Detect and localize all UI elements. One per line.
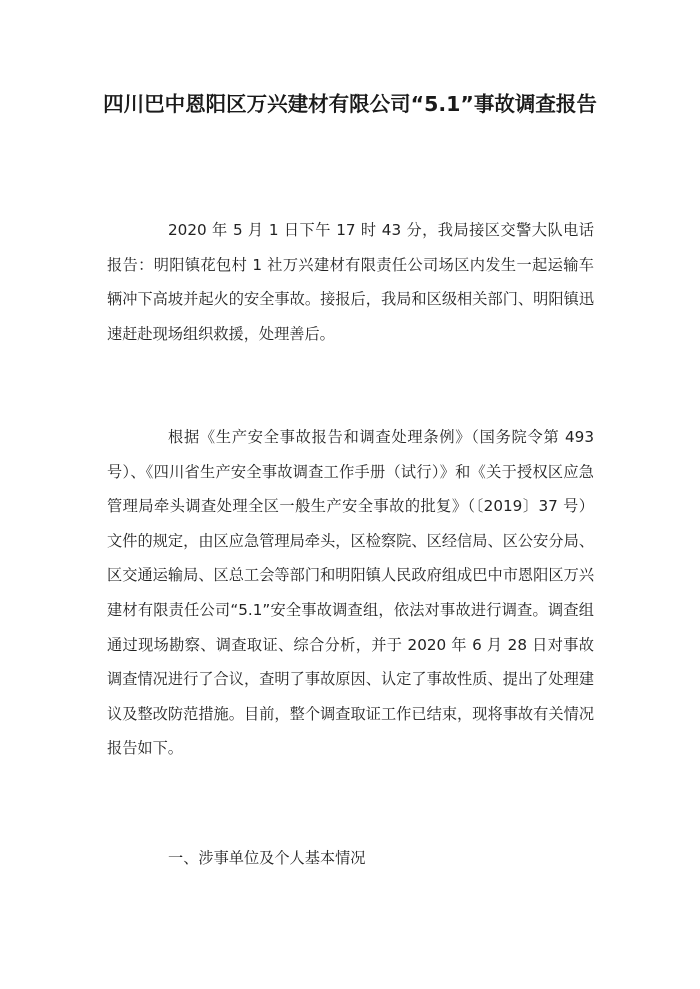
intro-paragraph: 2020 年 5 月 1 日下午 17 时 43 分，我局接区交警大队电话报告：明阳镇花包村 1 社万兴建材有限责任公司场区内发生一起运输车辆冲下高坡并起火的安全事故。接报后，我局和区级相关部门、明阳镇迅速赶赴现场组织救援，处理善后。	[107, 221, 594, 343]
section-heading: 一、涉事单位及个人基本情况	[168, 849, 366, 867]
legal-basis-paragraph: 根据《生产安全事故报告和调查处理条例》（国务院令第 493 号）、《四川省生产安全事故调查工作手册（试行）》和《关于授权区应急管理局牵头调查处理全区一般生产安全事故的批复》（〔2019〕37 号）文件的规定，由区应急管理局牵头，区检察院、区经信局、区公安分局、区交通运输局、区总工会等部门和明阳镇人民政府组成巴中市恩阳区万兴建材有限责任公司“5.1”安全事故调查组，依法对事故进行调查。调查组通过现场勘察、调查取证、综合分析，并于 2020 年 6 月 28 日对事故调查情况进行了合议，查明了事故原因、认定了事故性质、提出了处理建议及整改防范措施。目前，整个调查取证工作已结束，现将事故有关情况报告如下。	[107, 428, 594, 758]
report-title: 四川巴中恩阳区万兴建材有限公司“5.1”事故调查报告	[103, 92, 597, 116]
